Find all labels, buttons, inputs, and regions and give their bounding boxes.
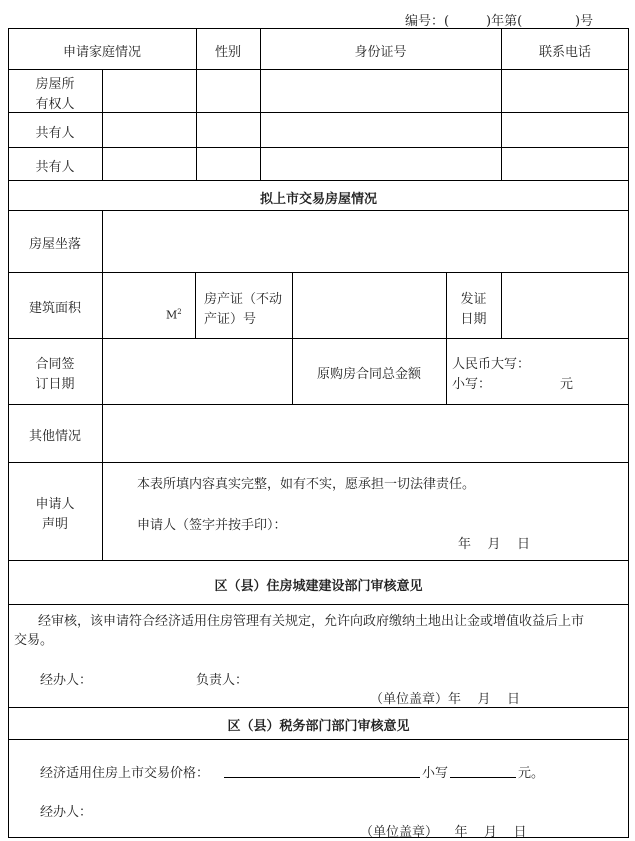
- contract-date-label: 合同签: [35, 357, 75, 372]
- coowner-label-2: 共有人: [35, 160, 75, 175]
- owner-label-2: 有权人: [35, 97, 75, 112]
- price-upper-blank: [224, 777, 420, 778]
- house-section-title: 拟上市交易房屋情况: [259, 192, 377, 207]
- rmb-upper-label: 人民币大写：: [452, 357, 531, 372]
- header-phone: 联系电话: [538, 45, 591, 60]
- serial-mid: )年第(: [486, 14, 523, 29]
- declaration-label-2: 声明: [41, 517, 68, 532]
- header-gender: 性别: [214, 45, 241, 60]
- area-unit: $M^2$: [166, 308, 182, 322]
- serial-prefix: 编号：(: [405, 14, 450, 29]
- housing-handler-label: 经办人：: [40, 673, 93, 688]
- coowner-label-1: 共有人: [35, 126, 75, 141]
- area-label: 建筑面积: [28, 301, 81, 316]
- owner-label: 房屋所: [35, 77, 75, 92]
- tax-stamp-date: （单位盖章） 年 月 日: [360, 825, 527, 840]
- cert-label-2: 产证）号: [204, 312, 257, 327]
- housing-dept-text: 经审核，该申请符合经济适用住房管理有关规定，允许向政府缴纳土地出让金或增值收益后上市: [38, 614, 585, 629]
- other-label: 其他情况: [28, 429, 81, 444]
- total-amount-label: 原购房合同总金额: [316, 367, 421, 382]
- price-label: 经济适用住房上市交易价格：: [40, 766, 210, 781]
- housing-dept-title: 区（县）住房城建建设部门审核意见: [214, 579, 423, 594]
- header-id: 身份证号: [354, 45, 407, 60]
- serial-suffix: )号: [575, 14, 594, 29]
- issue-date-label-2: 日期: [460, 312, 487, 327]
- declaration-text: 本表所填内容真实完整，如有不实，愿承担一切法律责任。: [137, 477, 476, 492]
- location-label: 房屋坐落: [28, 237, 81, 252]
- housing-leader-label: 负责人：: [196, 673, 249, 688]
- contract-date-label-2: 订日期: [35, 377, 75, 392]
- housing-dept-text-2: 交易。: [14, 633, 54, 648]
- issue-date-label: 发证: [460, 292, 487, 307]
- price-yuan-label: 元。: [518, 766, 545, 781]
- signature-label: 申请人（签字并按手印）：: [137, 518, 287, 533]
- tax-dept-title: 区（县）税务部门部门审核意见: [227, 719, 410, 734]
- price-lower-blank: [450, 777, 516, 778]
- housing-stamp-date: （单位盖章）年 月 日: [370, 692, 521, 707]
- tax-handler-label: 经办人：: [40, 805, 93, 820]
- declaration-label: 申请人: [35, 497, 75, 512]
- header-family: 申请家庭情况: [62, 45, 141, 60]
- yuan-label: 元: [560, 377, 574, 392]
- cert-label: 房产证（不动: [204, 292, 283, 307]
- lower-case-label: 小写：: [452, 377, 492, 392]
- declaration-date: 年 月 日: [458, 537, 531, 552]
- price-lower-label: 小写: [422, 766, 449, 781]
